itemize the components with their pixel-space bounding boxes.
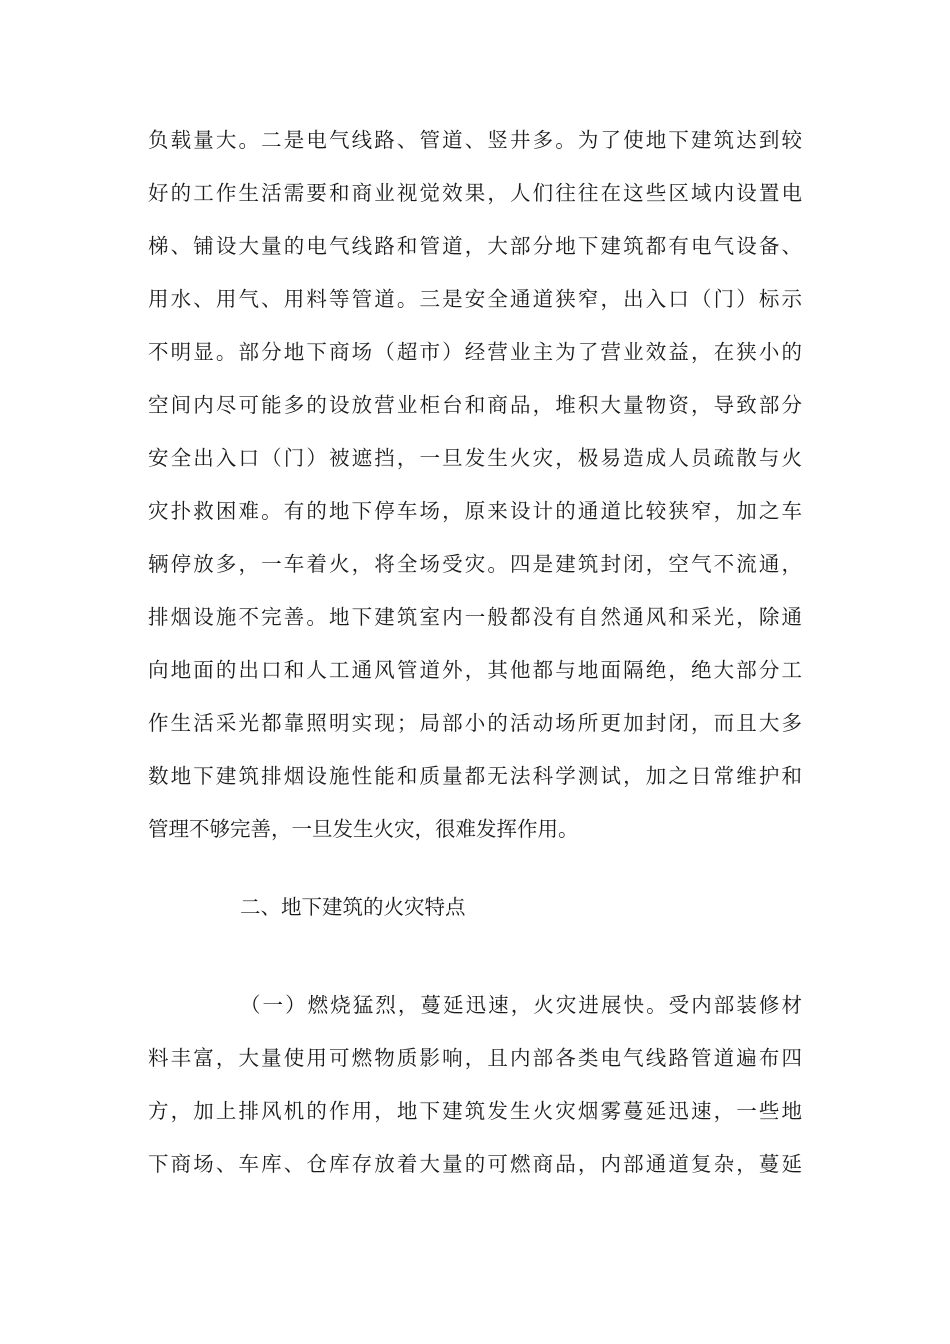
paragraph-line: 灾扑救困难。有的地下停车场，原来设计的通道比较狭窄，加之车 (148, 499, 802, 523)
paragraph-line: 下商场、车库、仓库存放着大量的可燃商品，内部通道复杂，蔓延 (148, 1152, 802, 1176)
section-heading: 二、地下建筑的火灾特点 (240, 895, 466, 919)
paragraph-line: 方，加上排风机的作用，地下建筑发生火灾烟雾蔓延迅速，一些地 (148, 1099, 802, 1123)
paragraph-line: 辆停放多，一车着火，将全场受灾。四是建筑封闭，空气不流通， (148, 552, 802, 576)
paragraph-line: 管理不够完善，一旦发生火灾，很难发挥作用。 (148, 817, 579, 841)
paragraph-line: 负载量大。二是电气线路、管道、竖井多。为了使地下建筑达到较 (148, 128, 802, 152)
paragraph-line: 排烟设施不完善。地下建筑室内一般都没有自然通风和采光，除通 (148, 605, 802, 629)
paragraph-line: 用水、用气、用料等管道。三是安全通道狭窄，出入口（门）标示 (148, 287, 802, 311)
paragraph-line: 梯、铺设大量的电气线路和管道，大部分地下建筑都有电气设备、 (148, 234, 802, 258)
paragraph-line: 料丰富，大量使用可燃物质影响，且内部各类电气线路管道遍布四 (148, 1046, 802, 1070)
paragraph-line: 向地面的出口和人工通风管道外，其他都与地面隔绝，绝大部分工 (148, 658, 802, 682)
paragraph-line: 作生活采光都靠照明实现；局部小的活动场所更加封闭，而且大多 (148, 711, 802, 735)
paragraph-line: （一）燃烧猛烈，蔓延迅速，火灾进展快。受内部装修材 (240, 993, 802, 1017)
paragraph-line: 数地下建筑排烟设施性能和质量都无法科学测试，加之日常维护和 (148, 764, 802, 788)
paragraph-line: 不明显。部分地下商场（超市）经营业主为了营业效益，在狭小的 (148, 340, 802, 364)
paragraph-line: 好的工作生活需要和商业视觉效果，人们往往在这些区域内设置电 (148, 181, 802, 205)
paragraph-line: 安全出入口（门）被遮挡，一旦发生火灾，极易造成人员疏散与火 (148, 446, 802, 470)
paragraph-line: 空间内尽可能多的设放营业柜台和商品，堆积大量物资，导致部分 (148, 393, 802, 417)
